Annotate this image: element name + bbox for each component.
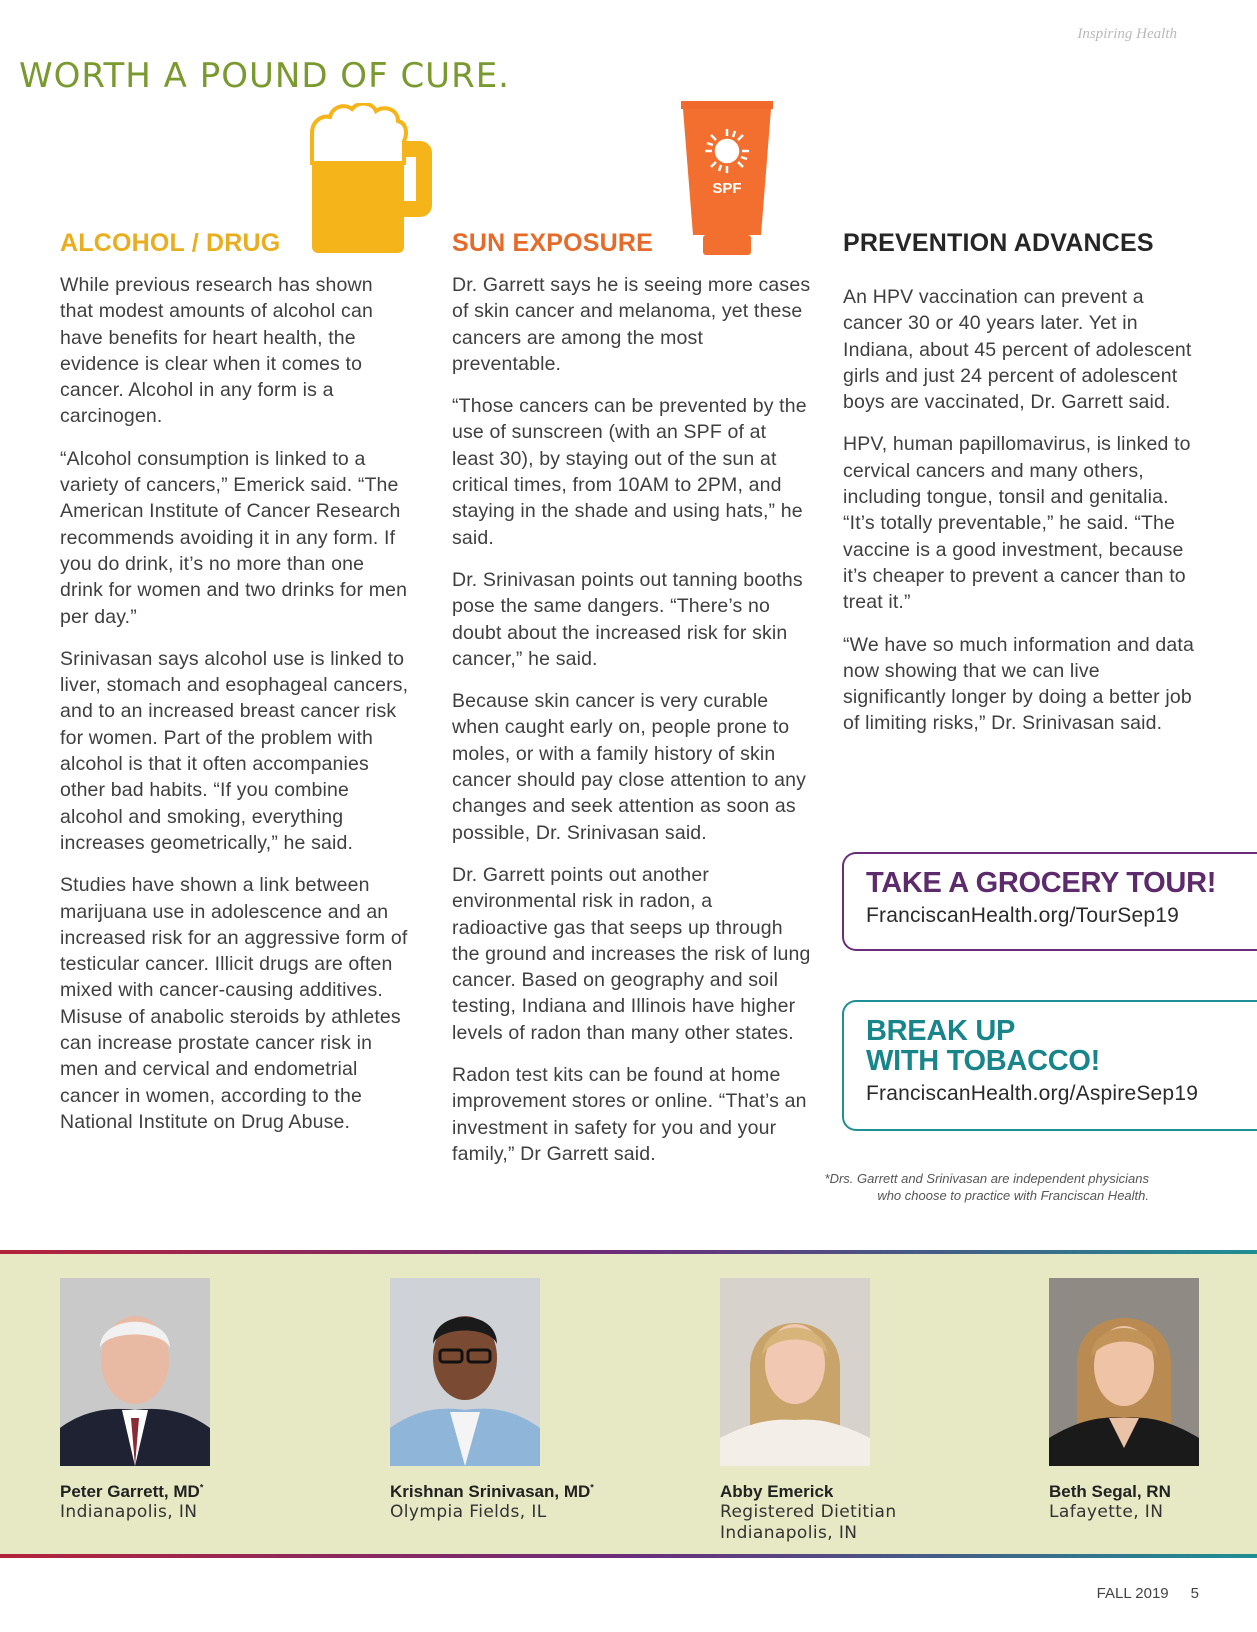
paragraph: Dr. Srinivasan points out tanning booths pose the same dangers. “There’s no doubt about the increased risk for skin cancer,” he said. bbox=[452, 568, 803, 670]
contributor-location: Indianapolis, IN bbox=[720, 1523, 858, 1543]
contributor-card bbox=[720, 1278, 980, 1544]
heading-alcohol: ALCOHOL / DRUG bbox=[60, 229, 281, 257]
page-folio bbox=[1097, 1585, 1199, 1602]
divider bbox=[0, 1554, 1257, 1558]
paragraph: Dr. Garrett says he is seeing more cases of skin cancer and melanoma, yet these cancers are among the most preventable. bbox=[452, 274, 811, 375]
grocery-tour-callout[interactable] bbox=[842, 852, 1257, 951]
page-number: 5 bbox=[1190, 1585, 1199, 1602]
contributor-name: Abby Emerick bbox=[720, 1482, 834, 1501]
contributor-card bbox=[1049, 1278, 1257, 1523]
contributor-card bbox=[60, 1278, 320, 1523]
paragraph: HPV, human papillomavirus, is linked to cervical cancers and many others, including tongue, tonsil and genitalia. “It’s totally preventable,” he said. “The vaccine is a good investment, because it’s cheaper to prevent a cancer than to treat it.” bbox=[843, 433, 1191, 614]
paragraph: “Those cancers can be prevented by the use of sunscreen (with an SPF of at least 30), by staying out of the sun at critical times, from 10AM to 2PM, and staying in the shade and using hats,” he said. bbox=[452, 395, 807, 549]
paragraph: “We have so much information and data now showing that we can live significantly longer by doing a better job of limiting risks,” Dr. Srinivasan said. bbox=[843, 633, 1194, 735]
contributor-card bbox=[390, 1278, 650, 1523]
contributor-location: Indianapolis, IN bbox=[60, 1502, 198, 1522]
heading-sun: SUN EXPOSURE bbox=[452, 229, 654, 257]
footnote-line: *Drs. Garrett and Srinivasan are independent physicians bbox=[824, 1171, 1149, 1186]
paragraph: An HPV vaccination can prevent a cancer 30 or 40 years later. Yet in Indiana, about 45 percent of adolescent girls and just 24 percent of adolescent boys are vaccinated, Dr. Garrett said. bbox=[843, 286, 1192, 414]
contributor-location: Olympia Fields, IL bbox=[390, 1502, 547, 1522]
grocery-tour-link[interactable]: FranciscanHealth.org/TourSep19 bbox=[866, 904, 1180, 927]
tobacco-title-line1: BREAK UP bbox=[866, 1015, 1016, 1047]
divider bbox=[0, 1250, 1257, 1254]
tobacco-link[interactable]: FranciscanHealth.org/AspireSep19 bbox=[866, 1082, 1199, 1105]
paragraph: Radon test kits can be found at home improvement stores or online. “That’s an investment in safety for you and your family,” Dr Garrett said. bbox=[452, 1064, 807, 1165]
section-tag: Inspiring Health bbox=[1077, 26, 1177, 42]
paragraph: “Alcohol consumption is linked to a variety of cancers,” Emerick said. “The American Institute of Cancer Research recommends avoiding it in any form. If you do drink, it’s no more than one drink for women and two drinks for men per day.” bbox=[60, 447, 408, 628]
tobacco-title-line2: WITH TOBACCO! bbox=[866, 1045, 1100, 1077]
column-alcohol bbox=[60, 229, 410, 1151]
portrait-photo bbox=[390, 1278, 540, 1466]
paragraph: Studies have shown a link between marijuana use in adolescence and an increased risk for an aggressive form of testicular cancer. Illicit drugs are often mixed with cancer-causing additives. Misuse of anabolic steroids by athletes can increase prostate cancer risk in men and cervical and endometrial cancer in women, according to the National Institute on Drug Abuse. bbox=[60, 874, 408, 1133]
issue-label: FALL 2019 bbox=[1096, 1585, 1169, 1602]
column-sun bbox=[452, 229, 812, 1183]
portrait-photo bbox=[60, 1278, 210, 1466]
paragraph: Because skin cancer is very curable when caught early on, people prone to moles, or with a family history of skin cancer should pay close attention to any changes and seek attention as soon as possible, Dr. Srinivasan said. bbox=[452, 690, 806, 844]
portrait-photo bbox=[1049, 1278, 1199, 1466]
footnote-line: who choose to practice with Franciscan Health. bbox=[877, 1188, 1149, 1203]
contributor-role: Registered Dietitian bbox=[720, 1502, 897, 1522]
heading-prevention: PREVENTION ADVANCES bbox=[843, 229, 1154, 257]
portrait-photo bbox=[720, 1278, 870, 1466]
contributor-name: Peter Garrett, MD* bbox=[60, 1482, 204, 1501]
page-title: WORTH A POUND OF CURE. bbox=[19, 56, 510, 96]
contributor-name: Beth Segal, RN bbox=[1049, 1482, 1171, 1501]
column-prevention bbox=[843, 229, 1198, 753]
spf-label: SPF bbox=[712, 180, 742, 197]
paragraph: Srinivasan says alcohol use is linked to liver, stomach and esophageal cancers, and to an increased breast cancer risk for women. Part of the problem with alcohol is that it often accompanies other bad habits. “If you combine alcohol and smoking, everything increases geometrically,” he said. bbox=[60, 647, 409, 854]
footnote bbox=[749, 1170, 1149, 1204]
paragraph: Dr. Garrett points out another environmental risk in radon, a radioactive gas that seeps up through the ground and increases the risk of lung cancer. Based on geography and soil testing, Indiana and Illinois have higher levels of radon than many other states. bbox=[452, 863, 811, 1044]
grocery-tour-title: TAKE A GROCERY TOUR! bbox=[866, 867, 1217, 899]
tobacco-callout[interactable] bbox=[842, 1000, 1257, 1131]
contributor-name: Krishnan Srinivasan, MD* bbox=[390, 1482, 594, 1501]
paragraph: While previous research has shown that modest amounts of alcohol can have benefits for heart health, the evidence is clear when it comes to cancer. Alcohol in any form is a carcinogen. bbox=[60, 274, 373, 428]
contributor-location: Lafayette, IN bbox=[1049, 1502, 1164, 1522]
